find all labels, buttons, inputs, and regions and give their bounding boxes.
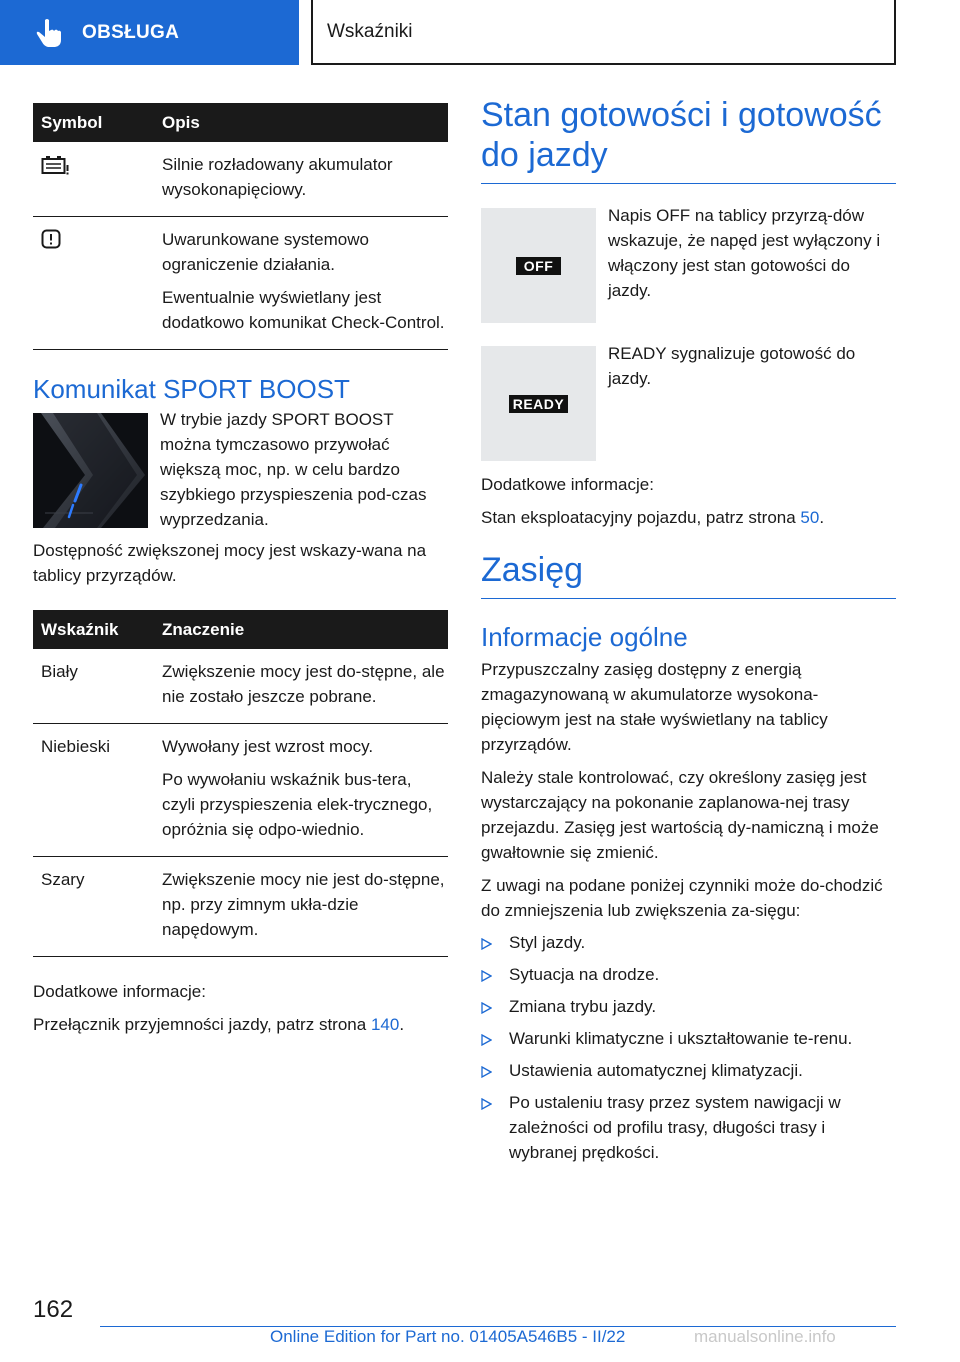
table-row — [33, 217, 448, 350]
table-row — [33, 649, 448, 724]
list-item — [481, 994, 896, 1019]
triangle-bullet-icon — [481, 1066, 492, 1078]
range-paragraph: Z uwagi na podane poniżej czynniki może do-chodzić do zmniejszenia lub zwiększenia za-sięgu: — [481, 876, 883, 920]
off-figure-text: Napis OFF na tablicy przyrzą-dów wskazuje, że napęd jest wyłączony i włączony jest stan gotowości do jazdy. — [608, 206, 881, 300]
list-item — [481, 962, 896, 987]
description-cell — [162, 142, 448, 217]
sport-boost-figure-text: W trybie jazdy SPORT BOOST można tymczasowo przywołać większą moc, np. w celu bardzo szybkiego przyspieszenia pod-czas wyprzedzania. — [160, 410, 427, 529]
list-item-text: Styl jazdy. — [509, 933, 586, 952]
description-text: Silnie rozładowany akumulator wysokonapięciowy. — [162, 155, 393, 199]
sport-boost-heading: Komunikat SPORT BOOST — [33, 374, 350, 404]
sport-boost-image — [33, 413, 148, 528]
additional-info-text — [33, 1012, 448, 1037]
meaning-text: Zwiększenie mocy nie jest do-stępne, np. przy zimnym ukła-dzie napędowym. — [162, 870, 445, 939]
ready-figure-text: READY sygnalizuje gotowość do jazdy. — [608, 344, 856, 388]
table-row — [33, 857, 448, 957]
meaning-text: Zwiększenie mocy jest do-stępne, ale nie zostało jeszcze pobrane. — [162, 662, 445, 706]
triangle-bullet-icon — [481, 1098, 492, 1110]
list-item — [481, 1090, 896, 1165]
ready-additional-prefix: Stan eksploatacyjny pojazdu, patrz strona — [481, 508, 796, 527]
list-item-text: Zmiana trybu jazdy. — [509, 997, 657, 1016]
page-number: 162 — [33, 1296, 74, 1323]
table-header-cell: Opis — [162, 103, 448, 142]
triangle-bullet-icon — [481, 970, 492, 982]
meaning-text: Po wywołaniu wskaźnik bus-tera, czyli przyspieszenia elek-trycznego, opróżnia się odpo-wiednio. — [162, 770, 433, 839]
section-label: OBSŁUGA — [82, 21, 180, 43]
ready-additional-text — [481, 505, 896, 530]
table-header-row — [33, 610, 448, 649]
table-row — [33, 724, 448, 857]
list-item — [481, 1026, 896, 1051]
range-factor-list — [481, 930, 896, 1165]
additional-info-label: Dodatkowe informacje: — [33, 982, 206, 1001]
left-column — [33, 103, 448, 1037]
list-item-text: Ustawienia automatycznej klimatyzacji. — [509, 1061, 803, 1080]
table-header-cell: Symbol — [33, 103, 162, 142]
range-subheading: Informacje ogólne — [481, 622, 688, 652]
exclamation-box-icon — [41, 229, 61, 249]
page-link-50[interactable]: 50 — [800, 508, 820, 527]
indicator-table — [33, 610, 448, 957]
range-heading: Zasięg — [481, 550, 896, 599]
boost-chevron-graphic — [33, 413, 148, 528]
hand-pointer-icon — [36, 18, 62, 48]
table-row — [33, 142, 448, 217]
list-item-text: Sytuacja na drodze. — [509, 965, 660, 984]
description-cell — [162, 217, 448, 350]
triangle-bullet-icon — [481, 938, 492, 950]
off-figure-row — [481, 208, 896, 323]
indicator-name-cell: Niebieski — [33, 724, 162, 857]
meaning-cell — [162, 857, 448, 957]
table-header-cell: Wskaźnik — [33, 610, 162, 649]
meaning-cell — [162, 649, 448, 724]
footer-watermark: manualsonline.info — [694, 1327, 836, 1346]
table-header-row — [33, 103, 448, 142]
right-column — [481, 95, 896, 1165]
page-link-140[interactable]: 140 — [370, 1015, 400, 1034]
ready-badge: READY — [509, 395, 569, 413]
triangle-bullet-icon — [481, 1002, 492, 1014]
ready-heading: Stan gotowości i gotowość do jazdy — [481, 95, 896, 184]
list-item-text: Po ustaleniu trasy przez system nawigacji w zależności od profilu trasy, długości trasy i wybranej prędkości. — [509, 1093, 841, 1162]
meaning-text: Wywołany jest wzrost mocy. — [162, 737, 374, 756]
symbols-table — [33, 103, 448, 350]
meaning-cell — [162, 724, 448, 857]
list-item — [481, 1058, 896, 1083]
battery-warning-icon — [41, 155, 71, 177]
ready-image — [481, 346, 596, 461]
chapter-label: Wskaźniki — [327, 20, 413, 42]
ready-figure-row — [481, 346, 896, 461]
sport-boost-paragraph: Dostępność zwiększonej mocy jest wskazy-wana na tablicy przyrządów. — [33, 541, 427, 585]
indicator-name-cell: Szary — [33, 857, 162, 957]
symbol-cell — [33, 142, 162, 217]
indicator-name-cell: Biały — [33, 649, 162, 724]
symbol-cell — [33, 217, 162, 350]
range-paragraph: Należy stale kontrolować, czy określony zasięg jest wystarczający na pokonanie zaplanowa-nej trasy przejazdu. Zasięg jest wartością dy-namiczną i może gwałtownie się zmienić. — [481, 768, 879, 862]
section-tab — [0, 0, 299, 65]
triangle-bullet-icon — [481, 1034, 492, 1046]
range-paragraph: Przypuszczalny zasięg dostępny z energią zmagazynowaną w akumulatorze wysokona-pięciowym jest na stałe wyświetlany na tablicy przyrządów. — [481, 660, 828, 754]
description-text: Ewentualnie wyświetlany jest dodatkowo komunikat Check-Control. — [162, 288, 445, 332]
list-item — [481, 930, 896, 955]
sport-boost-figure-row — [33, 407, 448, 532]
additional-info-suffix: . — [399, 1015, 405, 1034]
list-item-text: Warunki klimatyczne i ukształtowanie te-renu. — [509, 1029, 853, 1048]
additional-info-prefix: Przełącznik przyjemności jazdy, patrz strona — [33, 1015, 367, 1034]
footer-edition-text: Online Edition for Part no. 01405A546B5 - II/22 — [270, 1327, 626, 1346]
off-badge: OFF — [516, 257, 562, 275]
ready-additional-suffix: . — [819, 508, 825, 527]
table-header-cell: Znaczenie — [162, 610, 448, 649]
chapter-tab — [311, 0, 896, 65]
off-image — [481, 208, 596, 323]
ready-additional-label: Dodatkowe informacje: — [481, 475, 654, 494]
description-text: Uwarunkowane systemowo ograniczenie działania. — [162, 230, 369, 274]
